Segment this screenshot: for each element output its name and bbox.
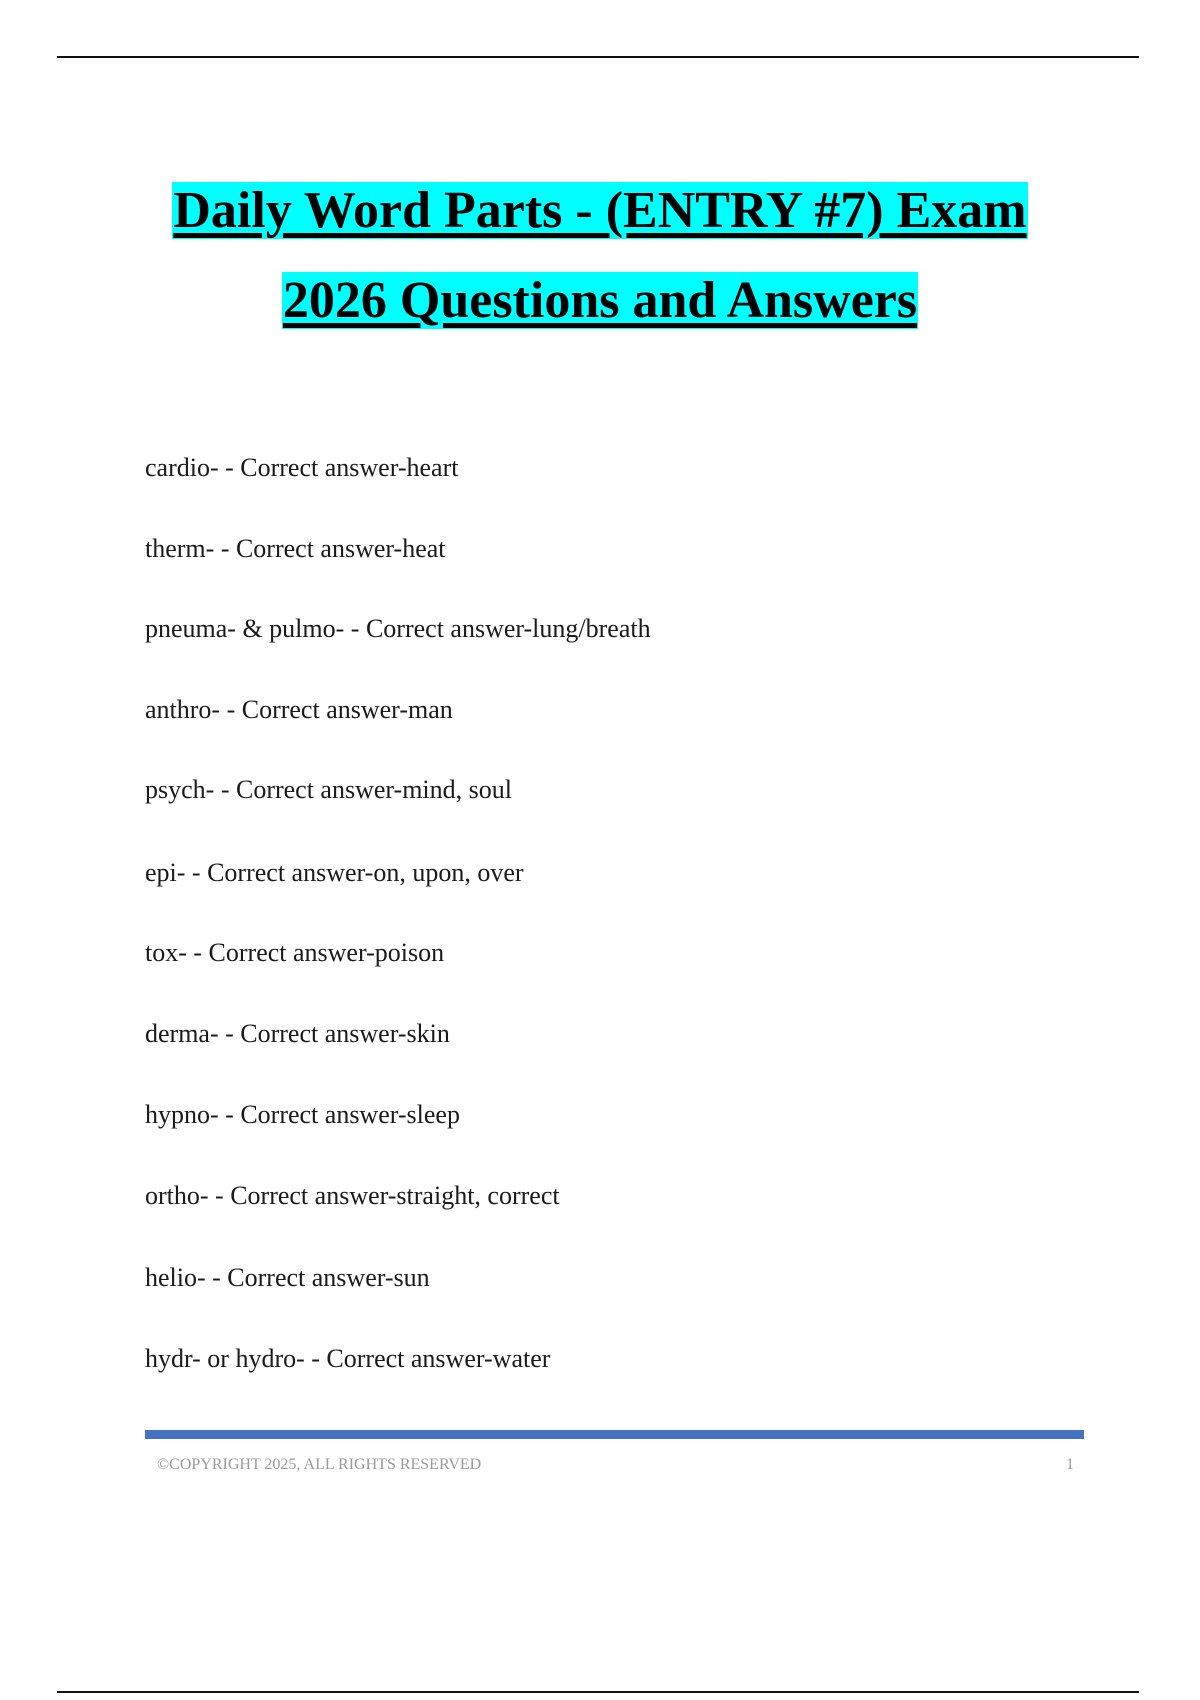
footer-divider-bar [145, 1430, 1084, 1439]
document-title-part-1: Daily Word Parts - (ENTRY #7) Exam [173, 182, 1027, 239]
qa-item: hypno- - Correct answer-sleep [145, 1100, 460, 1129]
qa-item: psych- - Correct answer-mind, soul [145, 775, 512, 804]
qa-item: helio- - Correct answer-sun [145, 1263, 430, 1292]
qa-item: hydr- or hydro- - Correct answer-water [145, 1344, 551, 1373]
footer-copyright: ©COPYRIGHT 2025, ALL RIGHTS RESERVED [157, 1456, 482, 1473]
document-title-part-2: 2026 Questions and Answers [282, 272, 918, 329]
title-line-2 [0, 272, 1200, 330]
qa-item: therm- - Correct answer-heat [145, 534, 446, 563]
bottom-rule [57, 1691, 1139, 1693]
qa-item: anthro- - Correct answer-man [145, 695, 453, 724]
title-line-1 [0, 182, 1200, 240]
qa-item: ortho- - Correct answer-straight, correct [145, 1181, 560, 1210]
page-number: 1 [1066, 1456, 1074, 1473]
qa-item: tox- - Correct answer-poison [145, 938, 445, 967]
qa-item: cardio- - Correct answer-heart [145, 453, 459, 482]
qa-item: derma- - Correct answer-skin [145, 1019, 450, 1048]
qa-item: pneuma- & pulmo- - Correct answer-lung/breath [145, 614, 651, 643]
top-rule [57, 56, 1139, 58]
qa-item: epi- - Correct answer-on, upon, over [145, 858, 524, 887]
